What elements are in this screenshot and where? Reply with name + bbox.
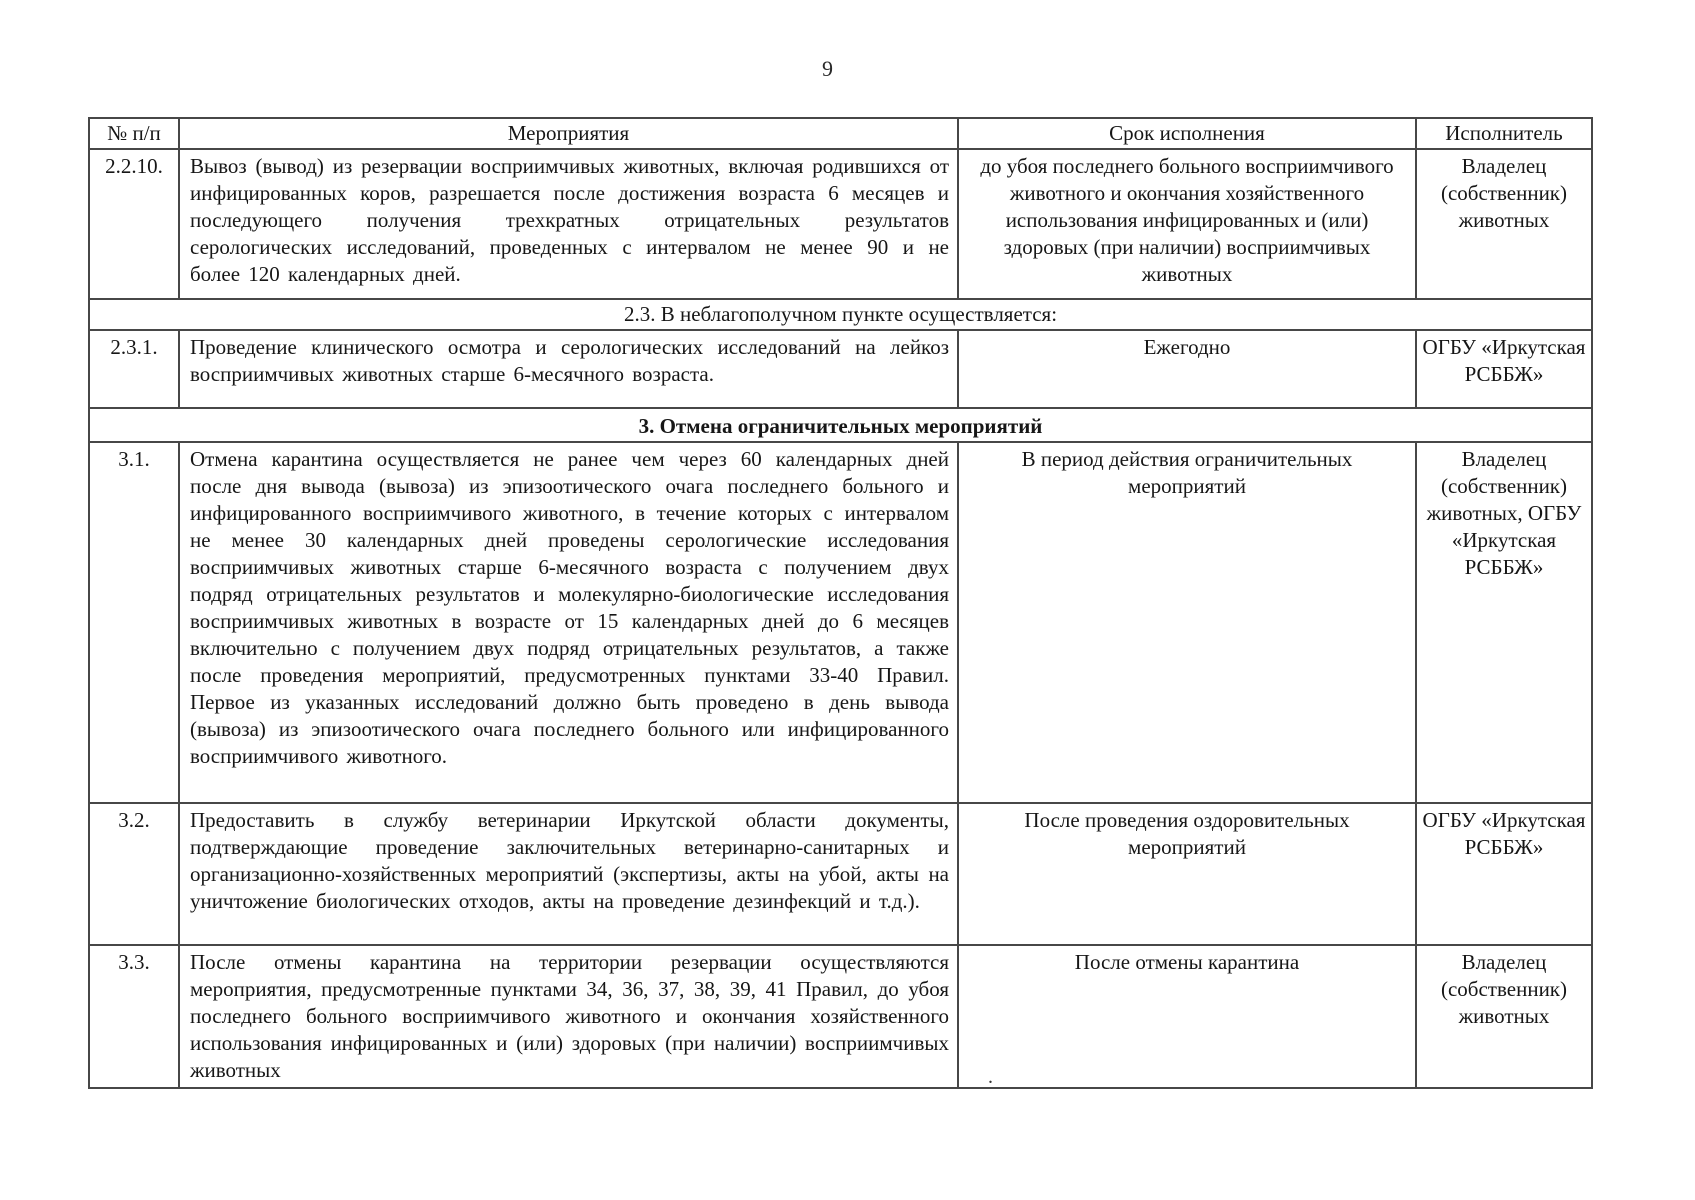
header-cell-executor: Исполнитель — [1416, 118, 1592, 149]
row-number-cell: 3.1. — [89, 442, 179, 803]
executor-cell: ОГБУ «Иркутская РСББЖ» — [1416, 803, 1592, 945]
section-row — [89, 408, 1592, 442]
section-row — [89, 299, 1592, 330]
term-cell: до убоя последнего больного восприимчивого животного и окончания хозяйственного использования инфицированных и (или) здоровых (при наличии) восприимчивых животных — [958, 149, 1416, 299]
section-title: 2.3. В неблагополучном пункте осуществляется: — [89, 299, 1592, 330]
executor-cell: Владелец (собственник) животных — [1416, 149, 1592, 299]
section-title: 3. Отмена ограничительных мероприятий — [89, 408, 1592, 442]
activity-cell: Предоставить в службу ветеринарии Иркутской области документы, подтверждающие проведение заключительных ветеринарно-санитарных и организационно-хозяйственных мероприятий (экспертизы, акты на убой, акты на уничтожение биологических отходов, акты на проведение дезинфекций и т.д.). — [179, 803, 958, 945]
term-cell: После отмены карантина — [958, 945, 1416, 1088]
row-number-cell: 2.3.1. — [89, 330, 179, 408]
executor-cell: Владелец (собственник) животных — [1416, 945, 1592, 1088]
page-number: 9 — [822, 56, 833, 81]
header-cell-number: № п/п — [89, 118, 179, 149]
term-cell: Ежегодно — [958, 330, 1416, 408]
row-number-cell: 3.2. — [89, 803, 179, 945]
row-number-cell: 2.2.10. — [89, 149, 179, 299]
activity-cell: После отмены карантина на территории резервации осуществляются мероприятия, предусмотренные пунктами 34, 36, 37, 38, 39, 41 Правил, до убоя последнего больного восприимчивого животного и окончания хозяйственного использования инфицированных и (или) здоровых (при наличии) восприимчивых животных — [179, 945, 958, 1088]
table-row — [89, 330, 1592, 408]
table-row — [89, 149, 1592, 299]
activity-cell: Вывоз (вывод) из резервации восприимчивых животных, включая родившихся от инфицированных коров, разрешается после достижения возраста 6 месяцев и последующего получения трехкратных отрицательных результатов серологических исследований, проведенных с интервалом не менее 90 и не более 120 календарных дней. — [179, 149, 958, 299]
term-cell: В период действия ограничительных мероприятий — [958, 442, 1416, 803]
table-row — [89, 945, 1592, 1088]
header-cell-activity: Мероприятия — [179, 118, 958, 149]
scan-artifact-dot: . — [988, 1066, 993, 1088]
executor-cell: ОГБУ «Иркутская РСББЖ» — [1416, 330, 1592, 408]
table-row — [89, 803, 1592, 945]
activity-cell: Отмена карантина осуществляется не ранее чем через 60 календарных дней после дня вывода (вывоза) из эпизоотического очага последнего больного и инфицированного восприимчивого животного, в течение которых с интервалом не менее 30 календарных дней проведены серологические исследования восприимчивых животных старше 6-месячного возраста с получением двух подряд отрицательных результатов и молекулярно-биологические исследования восприимчивых животных в возрасте от 15 календарных дней до 6 месяцев включительно с получением двух подряд отрицательных результатов, а также после проведения мероприятий, предусмотренных пунктами 33-40 Правил. Первое из указанных исследований должно быть проведено в день вывода (вывоза) из эпизоотического очага последнего больного или инфицированного восприимчивого животного. — [179, 442, 958, 803]
table-row — [89, 442, 1592, 803]
row-number-cell: 3.3. — [89, 945, 179, 1088]
header-cell-term: Срок исполнения — [958, 118, 1416, 149]
table-header-row — [89, 118, 1592, 149]
term-cell: После проведения оздоровительных мероприятий — [958, 803, 1416, 945]
executor-cell: Владелец (собственник) животных, ОГБУ «Иркутская РСББЖ» — [1416, 442, 1592, 803]
activity-cell: Проведение клинического осмотра и серологических исследований на лейкоз восприимчивых животных старше 6-месячного возраста. — [179, 330, 958, 408]
measures-table — [88, 117, 1593, 1089]
